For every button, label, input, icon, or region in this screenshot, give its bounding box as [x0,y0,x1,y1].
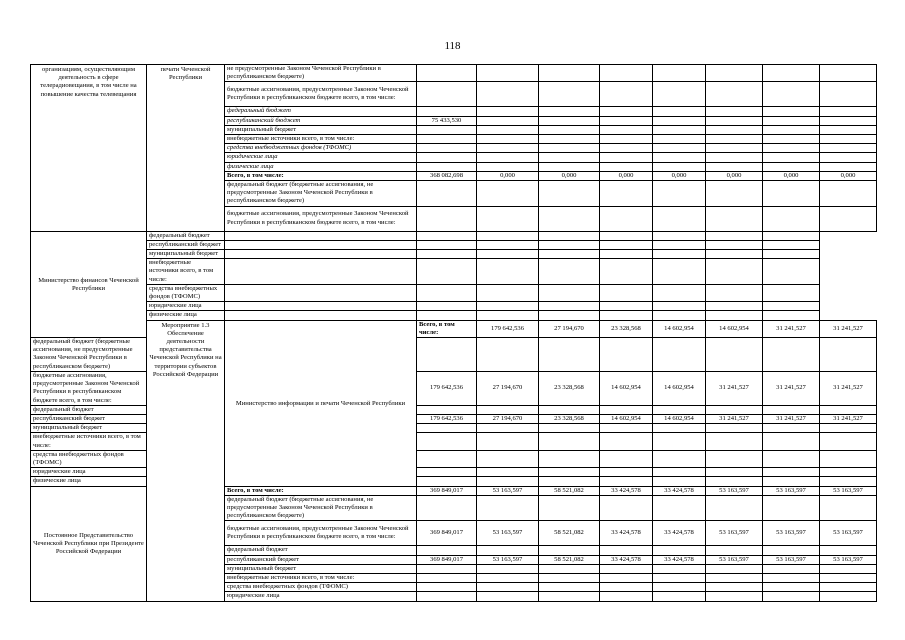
source-cell: юридические лица [31,468,147,477]
source-cell: внебюджетные источники всего, в том числе: [225,135,417,144]
source-cell: федеральный бюджет [147,231,225,240]
source-cell: федеральный бюджет (бюджетные ассигнования, не предусмотренные Законом Чеченской Республики в республиканском бюджете) [225,495,417,521]
source-cell: Всего, в том числе: [225,171,417,180]
value-cell: 53 163,597 [477,521,539,546]
table-row [31,302,877,311]
source-cell: бюджетные ассигнования, предусмотренные Законом Чеченской Республики в республиканском бюджете всего, в том числе: [225,206,417,231]
source-cell: юридические лица [225,592,417,601]
source-cell: муниципальный бюджет [225,125,417,134]
value-cell: 58 521,082 [539,521,600,546]
source-cell: республиканский бюджет [225,555,417,564]
value-cell: 14 602,954 [600,414,653,423]
source-cell: муниципальный бюджет [31,424,147,433]
value-cell: 0,000 [763,171,820,180]
source-cell: юридические лица [147,302,225,311]
table-row [31,320,877,337]
source-cell: физические лица [31,477,147,486]
source-cell: бюджетные ассигнования, предусмотренные Законом Чеченской Республики в республиканском бюджете всего, в том числе: [225,521,417,546]
value-cell: 14 602,954 [653,320,706,337]
value-cell: 31 241,527 [763,371,820,405]
source-cell: бюджетные ассигнования, предусмотренные Законом Чеченской Республики в республиканском бюджете всего, в том числе: [225,82,417,107]
value-cell: 368 082,698 [417,171,477,180]
value-cell: 31 241,527 [706,371,763,405]
value-cell: 53 163,597 [763,555,820,564]
value-cell: 31 241,527 [706,414,763,423]
table-row [31,284,877,301]
value-cell: 23 328,568 [539,371,600,405]
value-cell: 27 194,670 [477,414,539,423]
value-cell: 369 849,017 [417,486,477,495]
value-cell: 53 163,597 [477,486,539,495]
value-cell: 33 424,578 [600,486,653,495]
page-number: 118 [444,40,461,52]
source-cell: федеральный бюджет [225,546,417,555]
value-cell: 14 602,954 [653,414,706,423]
value-cell: 31 241,527 [820,414,877,423]
value-cell: 53 163,597 [820,555,877,564]
source-cell: муниципальный бюджет [147,250,225,259]
value-cell: 31 241,527 [820,371,877,405]
value-cell: 53 163,597 [477,555,539,564]
value-cell: 33 424,578 [600,555,653,564]
source-cell: федеральный бюджет [225,107,417,116]
source-cell: муниципальный бюджет [225,564,417,573]
source-cell: внебюджетные источники всего, в том числе: [31,433,147,450]
value-cell: 31 241,527 [820,320,877,337]
value-cell: 23 328,568 [600,320,653,337]
table-row [31,65,877,82]
value-cell: 53 163,597 [706,555,763,564]
value-cell: 14 602,954 [653,371,706,405]
value-cell: 53 163,597 [763,521,820,546]
table-row [31,240,877,249]
source-cell: федеральный бюджет (бюджетные ассигнования, не предусмотренные Законом Чеченской Республики в республиканском бюджете) [31,338,147,372]
value-cell: 179 642,536 [477,320,539,337]
budget-table [30,64,877,602]
executor-cell: Министерство финансов Чеченской Республики [31,231,147,337]
value-cell: 53 163,597 [820,521,877,546]
source-cell: федеральный бюджет (бюджетные ассигнования, не предусмотренные Законом Чеченской Республики в республиканском бюджете) [225,181,417,207]
value-cell: 0,000 [477,171,539,180]
source-cell: средства внебюджетных фондов (ТФОМС) [31,450,147,467]
source-cell: физические лица [147,311,225,320]
source-cell: Всего, в том числе: [417,320,477,337]
value-cell: 53 163,597 [763,486,820,495]
table-row [31,250,877,259]
value-cell: 33 424,578 [653,521,706,546]
value-cell: 369 849,017 [417,521,477,546]
table-row [31,231,877,240]
value-cell: 0,000 [600,171,653,180]
source-cell: республиканский бюджет [147,240,225,249]
executor-cell: Постоянное Представительство Чеченской Республики при Президенте Российской Федерации [31,486,147,601]
table-row [31,311,877,320]
source-cell: средства внебюджетных фондов (ТФОМС) [147,284,225,301]
source-cell: средства внебюджетных фондов (ТФОМС) [225,583,417,592]
source-cell: внебюджетные источники всего, в том числе: [147,259,225,285]
value-cell: 31 241,527 [763,414,820,423]
source-cell: физические лица [225,162,417,171]
value-cell: 0,000 [539,171,600,180]
value-cell: 179 642,536 [417,371,477,405]
source-cell: республиканский бюджет [225,116,417,125]
value-cell: 75 433,530 [417,116,477,125]
event-description-cell: Мероприятие 1.3 Обеспечение деятельности представительства Чеченской Республики на территории субъектов Российской Федерации [147,320,225,601]
value-cell: 0,000 [706,171,763,180]
source-cell: внебюджетные источники всего, в том числе: [225,573,417,582]
value-cell: 31 241,527 [763,320,820,337]
table-row [31,259,877,285]
value-cell: 33 424,578 [653,555,706,564]
value-cell: 23 328,568 [539,414,600,423]
value-cell: 53 163,597 [820,486,877,495]
source-cell: юридические лица [225,153,417,162]
value-cell: 14 602,954 [706,320,763,337]
value-cell: 58 521,082 [539,555,600,564]
executor-cell: Министерство информации и печати Чеченской Республики [225,320,417,486]
value-cell: 58 521,082 [539,486,600,495]
event-description-cell: организациям, осуществляющим деятельность в сфере телерадиовещания, в том числе на повышение качества телевещания [31,65,147,232]
executor-cell: печати Чеченской Республики [147,65,225,232]
value-cell: 53 163,597 [706,486,763,495]
source-cell: средства внебюджетных фондов (ТФОМС) [225,144,417,153]
value-cell: 0,000 [653,171,706,180]
value-cell: 53 163,597 [706,521,763,546]
source-cell: Всего, в том числе: [225,486,417,495]
value-cell: 369 849,017 [417,555,477,564]
source-cell: бюджетные ассигнования, предусмотренные Законом Чеченской Республики в республиканском бюджете всего, в том числе: [31,371,147,405]
value-cell: 0,000 [820,171,877,180]
value-cell: 14 602,954 [600,371,653,405]
source-cell: республиканский бюджет [31,414,147,423]
source-cell: не предусмотренные Законом Чеченской Республики в республиканском бюджете) [225,65,417,82]
value-cell: 179 642,536 [417,414,477,423]
value-cell: 27 194,670 [477,371,539,405]
value-cell: 33 424,578 [653,486,706,495]
source-cell: федеральный бюджет [31,405,147,414]
value-cell: 27 194,670 [539,320,600,337]
value-cell: 33 424,578 [600,521,653,546]
